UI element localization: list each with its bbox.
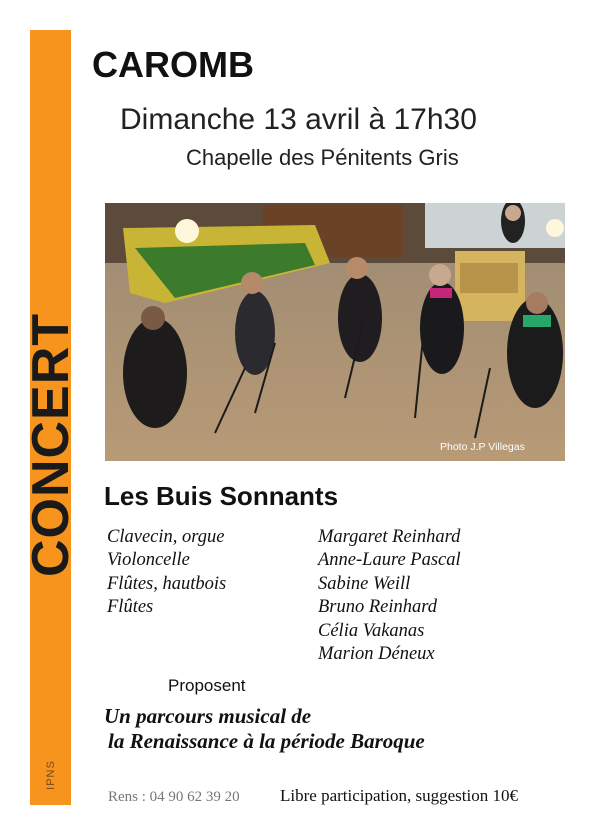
musician-name: Margaret Reinhard — [318, 527, 461, 547]
event-date: Dimanche 13 avril à 17h30 — [120, 103, 477, 136]
musician-name: Sabine Weill — [318, 573, 411, 594]
program-title-line2: la Renaissance à la période Baroque — [108, 729, 425, 753]
photo-credit: Photo J.P Villegas — [440, 441, 525, 453]
side-title-text: CONCERT — [21, 312, 80, 578]
instrument-item: Flûtes — [107, 597, 154, 618]
ensemble-photo — [105, 203, 565, 461]
town-heading: CAROMB — [92, 44, 254, 85]
program-title-line1: Un parcours musical de — [104, 704, 312, 728]
side-credit-text: IPNS — [44, 760, 57, 790]
instrument-list — [107, 526, 226, 620]
intro-text: Proposent — [168, 676, 246, 695]
side-title — [21, 280, 80, 610]
ensemble-name: Les Buis Sonnants — [104, 481, 339, 511]
photo-illustration — [105, 203, 565, 461]
musician-name: Marion Déneux — [318, 644, 435, 665]
admission-price: Libre participation, suggestion 10€ — [280, 786, 518, 805]
musician-list — [318, 526, 461, 666]
musician-name: Célia Vakanas — [318, 620, 425, 641]
instrument-item: Flûtes, hautbois — [107, 573, 227, 594]
musician-name: Anne-Laure Pascal — [318, 550, 461, 571]
info-phone: Rens : 04 90 62 39 20 — [108, 789, 240, 805]
musician-name: Bruno Reinhard — [318, 597, 438, 618]
instrument-item: Clavecin, orgue — [107, 527, 225, 547]
instrument-item: Violoncelle — [107, 550, 190, 571]
side-credit — [30, 745, 71, 805]
event-venue: Chapelle des Pénitents Gris — [186, 145, 459, 170]
